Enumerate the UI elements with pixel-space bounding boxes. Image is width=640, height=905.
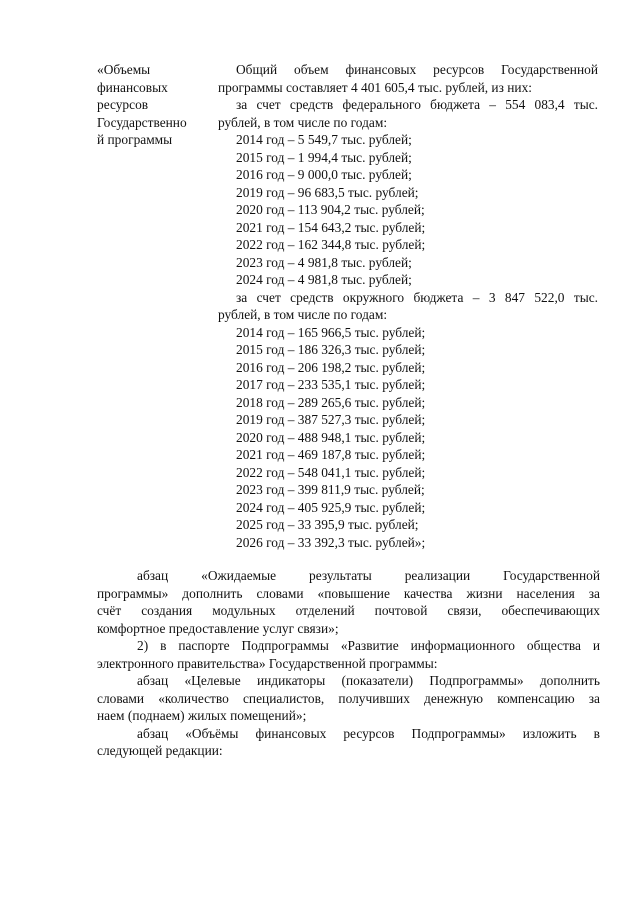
label-line: ресурсов (97, 97, 149, 112)
federal-year-item: 2014 год – 5 549,7 тыс. рублей; (236, 132, 412, 147)
paragraph-line: электронного правительства» Государственной программы: (97, 655, 438, 671)
district-year-item: 2019 год – 387 527,3 тыс. рублей; (236, 412, 426, 427)
paragraph-line: счёт создания модульных отделений почтовой связи, обеспечивающих (97, 603, 600, 618)
paragraph-line: программы» дополнить словами «повышение качества жизни населения за (97, 585, 600, 601)
federal-year-item: 2024 год – 4 981,8 тыс. рублей; (236, 272, 412, 287)
funding-intro-line: Общий объем финансовых ресурсов Государственной (236, 62, 598, 77)
paragraph-line: 2) в паспорте Подпрограммы «Развитие информационного общества и (137, 638, 600, 653)
federal-year-item: 2021 год – 154 643,2 тыс. рублей; (236, 219, 426, 235)
paragraph-line: наем (поднаем) жилых помещений»; (97, 708, 307, 723)
passport-field-value (218, 61, 598, 551)
district-year-item: 2020 год – 488 948,1 тыс. рублей; (236, 429, 426, 445)
paragraph-line: абзац «Ожидаемые результаты реализации Государственной (137, 568, 600, 583)
district-year-item: 2025 год – 33 395,9 тыс. рублей; (236, 517, 419, 532)
paragraph-line: абзац «Целевые индикаторы (показатели) Подпрограммы» дополнить (137, 673, 600, 688)
label-line: финансовых (97, 79, 168, 95)
district-budget-line: рублей, в том числе по годам: (218, 307, 388, 322)
federal-year-item: 2023 год – 4 981,8 тыс. рублей; (236, 254, 412, 270)
district-year-item: 2026 год – 33 392,3 тыс. рублей»; (236, 534, 426, 550)
federal-year-item: 2019 год – 96 683,5 тыс. рублей; (236, 184, 419, 200)
funding-intro-line: программы составляет 4 401 605,4 тыс. рублей, из них: (218, 79, 532, 95)
label-line: й программы (97, 132, 173, 147)
paragraph-line: словами «количество специалистов, получивших денежную компенсацию за (97, 690, 600, 706)
district-year-item: 2021 год – 469 187,8 тыс. рублей; (236, 447, 426, 462)
paragraph-line: следующей редакции: (97, 743, 223, 758)
passport-field-label (97, 61, 212, 149)
district-year-item: 2016 год – 206 198,2 тыс. рублей; (236, 359, 426, 375)
paragraph-line: комфортное предоставление услуг связи»; (97, 620, 339, 636)
label-line: Государственно (97, 114, 187, 130)
label-line: «Объемы (97, 62, 151, 77)
federal-year-item: 2020 год – 113 904,2 тыс. рублей; (236, 202, 425, 217)
federal-budget-line: за счет средств федерального бюджета – 554 083,4 тыс. (236, 97, 598, 112)
federal-year-item: 2015 год – 1 994,4 тыс. рублей; (236, 149, 412, 165)
federal-budget-line: рублей, в том числе по годам: (218, 114, 388, 130)
district-budget-line: за счет средств окружного бюджета – 3 847 522,0 тыс. (236, 289, 598, 305)
district-year-item: 2014 год – 165 966,5 тыс. рублей; (236, 324, 426, 340)
district-year-item: 2018 год – 289 265,6 тыс. рублей; (236, 394, 426, 410)
district-year-item: 2023 год – 399 811,9 тыс. рублей; (236, 482, 425, 497)
federal-year-item: 2016 год – 9 000,0 тыс. рублей; (236, 167, 412, 182)
federal-year-item: 2022 год – 162 344,8 тыс. рублей; (236, 237, 426, 252)
district-year-item: 2022 год – 548 041,1 тыс. рублей; (236, 464, 426, 480)
district-year-item: 2015 год – 186 326,3 тыс. рублей; (236, 342, 426, 357)
amendments-text (97, 567, 600, 760)
district-year-item: 2024 год – 405 925,9 тыс. рублей; (236, 499, 426, 515)
district-year-item: 2017 год – 233 535,1 тыс. рублей; (236, 377, 426, 392)
paragraph-line: абзац «Объёмы финансовых ресурсов Подпрограммы» изложить в (137, 725, 600, 741)
